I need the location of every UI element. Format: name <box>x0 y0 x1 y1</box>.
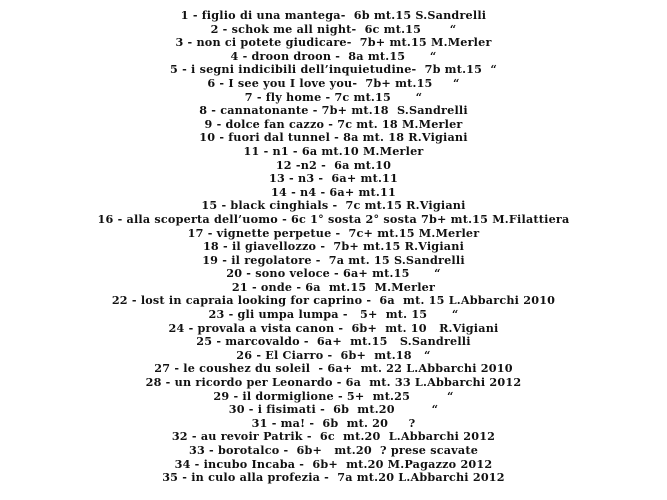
route-line: 20 - sono veloce - 6a+ mt.15 “ <box>226 266 441 281</box>
route-line: 26 - El Ciarro - 6b+ mt.18 “ <box>236 347 431 362</box>
route-line: 22 - lost in capraia looking for caprino - 6a mt. 15 L.Abbarchi 2010 <box>111 293 556 308</box>
route-line: 27 - le coushez du soleil - 6a+ mt. 22 L.Abbarchi 2010 <box>154 361 513 376</box>
route-line: 21 - onde - 6a mt.15 M.Merler <box>231 279 436 294</box>
route-line: 35 - in culo alla profezia - 7a mt.20 L.Abbarchi 2012 <box>162 470 505 485</box>
route-line: 18 - il giavellozzo - 7b+ mt.15 R.Vigiani <box>202 239 465 254</box>
route-line: 11 - n1 - 6a mt.10 M.Merler <box>243 143 424 158</box>
route-line: 10 - fuori dal tunnel - 8a mt. 18 R.Vigiani <box>199 130 468 145</box>
route-line: 9 - dolce fan cazzo - 7c mt. 18 M.Merler <box>204 116 463 131</box>
route-line: 5 - i segni indicibili dell’inquietudine- 7b mt.15 “ <box>170 62 497 77</box>
route-line: 1 - figlio di una mantega- 6b mt.15 S.Sandrelli <box>180 8 487 22</box>
route-line: 3 - non ci potete giudicare- 7b+ mt.15 M.Merler <box>175 35 492 50</box>
route-list <box>0 9 667 485</box>
route-line: 16 - alla scoperta dell’uomo - 6c 1° sosta 2° sosta 7b+ mt.15 M.Filattiera <box>97 211 570 226</box>
route-line: 14 - n4 - 6a+ mt.11 <box>271 184 396 199</box>
route-line: 8 - cannatonante - 7b+ mt.18 S.Sandrelli <box>199 103 468 118</box>
route-line: 12 -n2 - 6a mt.10 <box>275 157 392 172</box>
route-line: 7 - fly home - 7c mt.15 “ <box>244 89 423 104</box>
route-line: 2 - schok me all night- 6c mt.15 “ <box>210 21 457 36</box>
route-line: 31 - ma! - 6b mt. 20 ? <box>251 415 416 430</box>
route-line: 23 - gli umpa lumpa - 5+ mt. 15 “ <box>208 307 459 322</box>
route-line: 24 - provala a vista canon - 6b+ mt. 10 R.Vigiani <box>168 320 499 335</box>
route-line: 29 - il dormiglione - 5+ mt.25 “ <box>213 388 454 403</box>
route-line: 33 - borotalco - 6b+ mt.20 ? prese scavate <box>188 443 479 457</box>
route-line: 19 - il regolatore - 7a mt. 15 S.Sandrelli <box>202 252 465 267</box>
route-line: 4 - droon droon - 8a mt.15 “ <box>230 48 437 63</box>
route-line: 25 - marcovaldo - 6a+ mt.15 S.Sandrelli <box>196 334 471 349</box>
route-line: 6 - I see you I love you- 7b+ mt.15 “ <box>207 75 460 90</box>
route-line: 13 - n3 - 6a+ mt.11 <box>268 171 399 186</box>
route-line: 15 - black cinghials - 7c mt.15 R.Vigiani <box>201 198 466 213</box>
route-line: 28 - un ricordo per Leonardo - 6a mt. 33 L.Abbarchi 2012 <box>145 375 522 390</box>
route-line: 30 - i fisimati - 6b mt.20 “ <box>228 402 439 417</box>
route-line: 32 - au revoir Patrik - 6c mt.20 L.Abbarchi 2012 <box>171 429 496 444</box>
route-line: 17 - vignette perpetue - 7c+ mt.15 M.Merler <box>187 225 480 240</box>
route-line: 34 - incubo Incaba - 6b+ mt.20 M.Pagazzo 2012 <box>174 456 493 471</box>
